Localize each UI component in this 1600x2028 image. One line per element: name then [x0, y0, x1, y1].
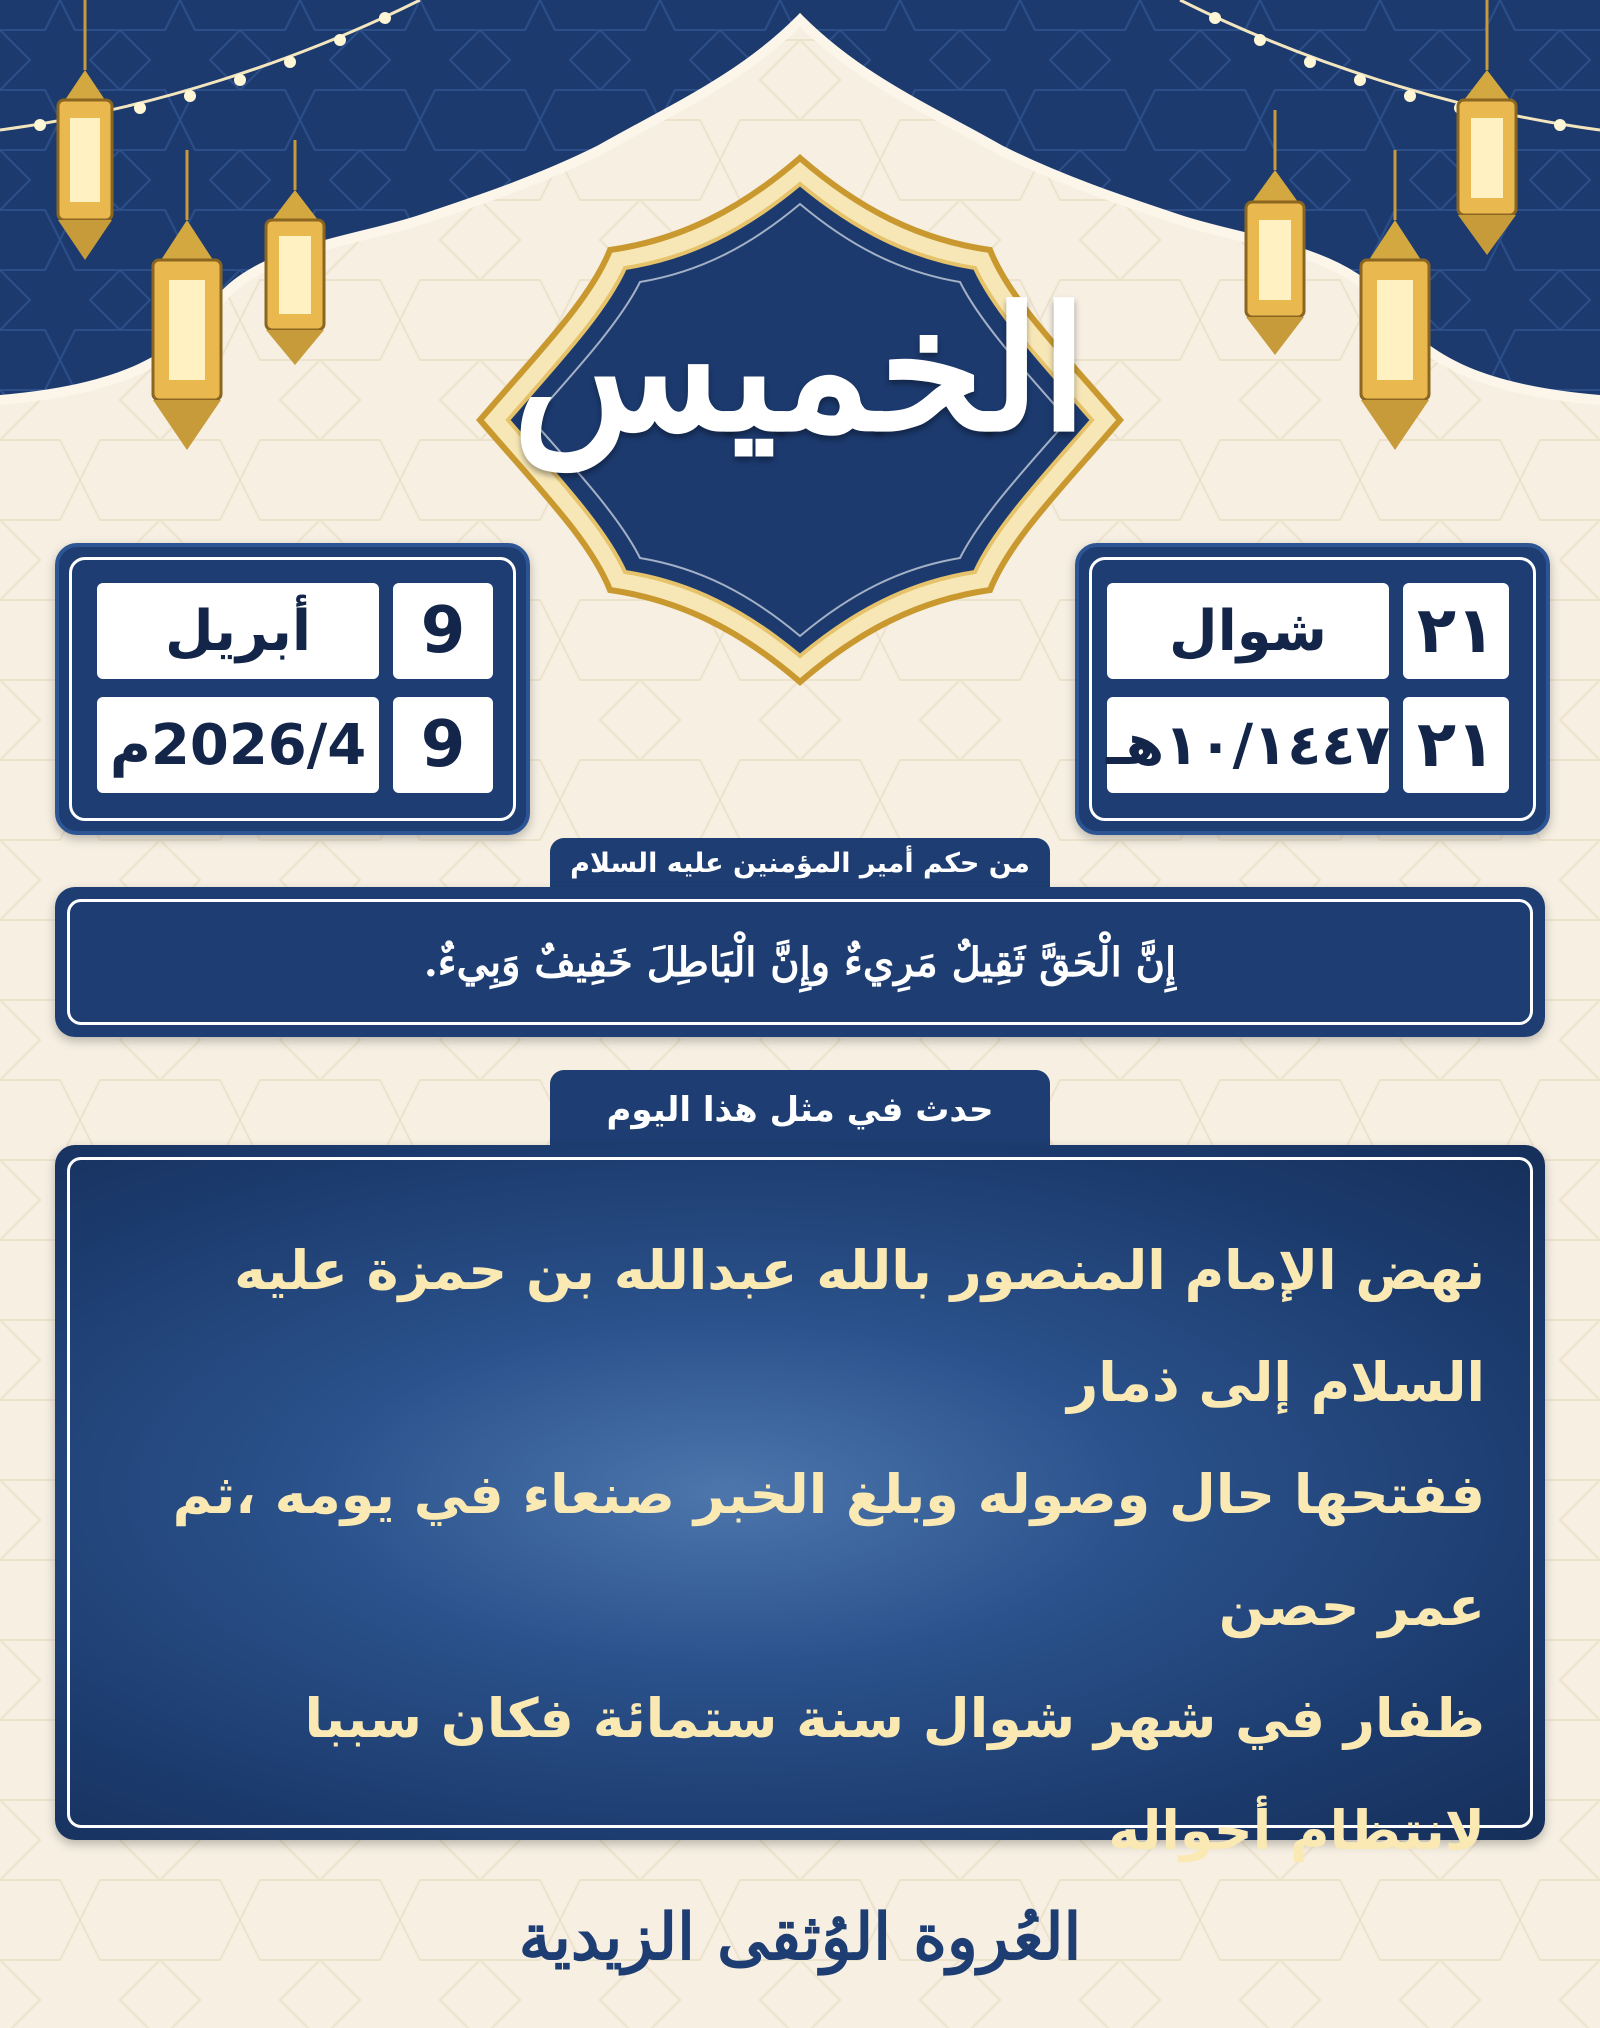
hijri-date-panel — [1075, 543, 1550, 835]
gregorian-month: أبريل — [97, 583, 379, 679]
gregorian-date: 2026/4م — [97, 697, 379, 793]
lantern-icon — [40, 0, 130, 270]
gregorian-date-panel — [55, 543, 530, 835]
event-line: ففتحها حال وصوله وبلغ الخبر صنعاء في يومه ،ثم عمر حصن — [172, 1463, 1485, 1638]
event-line: نهض الإمام المنصور بالله عبدالله بن حمزة عليه السلام إلى ذمار — [234, 1239, 1485, 1414]
quote-box — [55, 887, 1545, 1037]
event-text — [115, 1215, 1485, 1887]
event-line: ظفار في شهر شوال سنة ستمائة فكان سببا لانتظام أحواله — [304, 1687, 1485, 1862]
hijri-day-numeric: ٢١ — [1403, 697, 1509, 793]
hijri-date: ١٠/١٤٤٧هـ — [1107, 697, 1389, 793]
lantern-icon — [1230, 110, 1320, 360]
logo: العُروة الوُثقى الزيدية — [518, 1900, 1082, 1975]
event-box — [55, 1145, 1545, 1862]
lantern-icon — [1440, 0, 1535, 260]
hijri-month: شوال — [1107, 583, 1389, 679]
event-label: حدث في مثل هذا اليوم — [550, 1070, 1050, 1150]
gregorian-day-numeric: 9 — [393, 697, 493, 793]
quote-label: من حكم أمير المؤمنين عليه السلام — [550, 838, 1050, 890]
lantern-icon — [1345, 150, 1445, 460]
lantern-icon — [250, 140, 340, 370]
hijri-day: ٢١ — [1403, 583, 1509, 679]
lantern-icon — [135, 150, 240, 460]
quote-text: إِنَّ الْحَقَّ ثَقِيلٌ مَرِيءٌ وإِنَّ الْبَاطِلَ خَفِيفٌ وَبِيءٌ. — [423, 938, 1177, 986]
day-title: الخميس — [512, 270, 1088, 470]
gregorian-day: 9 — [393, 583, 493, 679]
